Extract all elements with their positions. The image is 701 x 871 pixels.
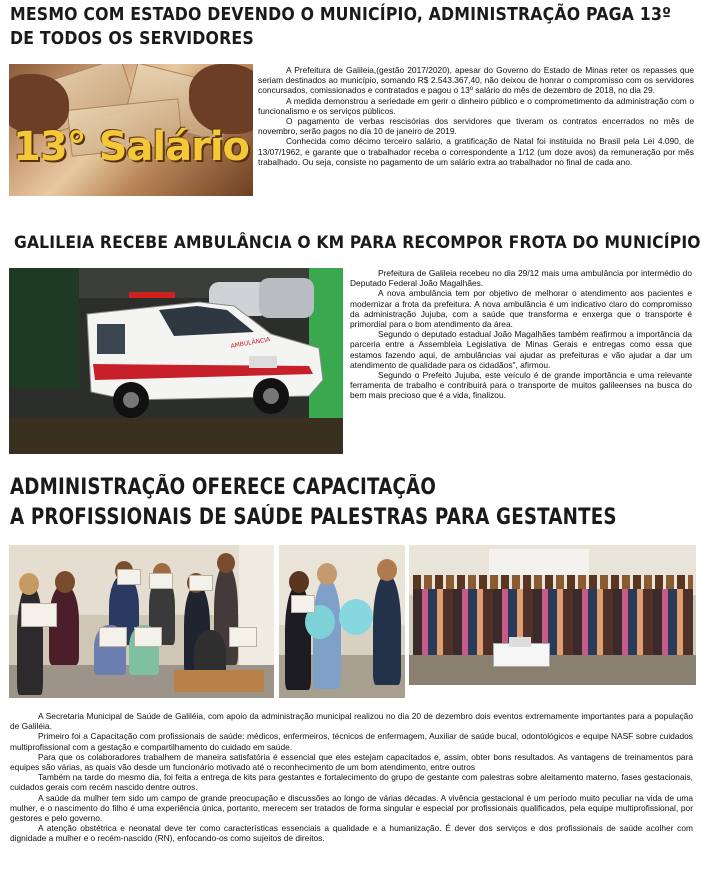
article3-headline-line1: ADMINISTRAÇÃO OFERECE CAPACITAÇÃO xyxy=(10,475,437,500)
article2-paragraph: Prefeitura de Galileia recebeu no dia 29/12 mais uma ambulância por intermédio do Deputado Federal João Magalhães. xyxy=(350,268,692,289)
article3-body xyxy=(10,711,693,844)
ambulance-side-label: AMBULÂNCIA xyxy=(230,336,271,350)
thirteenth-salary-photo xyxy=(9,64,253,196)
article1-body xyxy=(258,65,694,167)
article2-paragraph: Segundo o Prefeito Jujuba, este veículo é de grande importância e uma relevante ferramenta de trabalho e contribuirá para o transporte de muitos galileenses na busca do bem mais precioso que é a vida, finalizou. xyxy=(350,370,692,401)
article2-paragraph: Segundo o deputado estadual João Magalhães também reafirmou a importância da parceria entre a Assembleia Legislativa de Minas Gerais e entregas como essa que estamos fazendo aqui, de ambulâncias vai ajudar as prefeituras e vão ajudar a dar um atendimento de qualidade para os cidadãos", afirmou. xyxy=(350,329,692,370)
thirteenth-salary-caption: 13° Salário xyxy=(13,124,250,170)
article3-paragraph: A Secretaria Municipal de Saúde de Galiléia, com apoio da administração municipal realizou no dia 20 de dezembro dois eventos extremamente importantes para a população de Galiléia. xyxy=(10,711,693,732)
article1-headline-line1: MESMO COM ESTADO DEVENDO O MUNICÍPIO, ADMINISTRAÇÃO PAGA 13º xyxy=(10,5,672,25)
article3-paragraph: A atenção obstétrica e neonatal deve ter como características essenciais a qualidade e a humanização. É dever dos serviços e dos profissionais de saúde acolher com dignidade a mulher e o recém-nascido (RN), enfocando-os como sujeitos de direitos. xyxy=(10,823,693,844)
article3-paragraph: A saúde da mulher tem sido um campo de grande preocupação e discussões ao longo de várias décadas. A vivência gestacional é um período muito peculiar na vida de uma mulher, e o nascimento do filho é uma experiência única, portanto, merecem ser tratados de forma singular e especial por profissionais qualificados, pela equipe multiprofissional, por gestores e pelo governo. xyxy=(10,792,693,824)
article3-paragraph: Primeiro foi a Capacitação com profissionais de saúde: médicos, enfermeiros, técnicos de enfermagem, Auxiliar de saúde bucal, odontológicos e equipe NASF sobre cuidados multiprofissional com a gestação e compartilhamento do cuidado em saúde. xyxy=(10,731,693,752)
article2-body xyxy=(350,268,692,401)
article2-paragraph: A nova ambulância tem por objetivo de melhorar o atendimento aos pacientes e modernizar a frota da prefeitura. A nova ambulância é um indicativo claro do compromisso da administração Jujuba, com a saúde que transforma e enxerga que o transporte é primordial para o bom atendimento da área. xyxy=(350,288,692,330)
ambulance-illustration xyxy=(9,268,343,454)
article3-paragraph: Também na tarde do mesmo dia, foi feita a entrega de kits para gestantes e fortalecimento do grupo de gestante com palestras sobre aleitamento materno, fases gestacionais, cuidados gerais com recém nascido dentre outros. xyxy=(10,772,693,793)
ambulance-photo xyxy=(9,268,343,454)
article1-paragraph: Conhecida como décimo terceiro salário, a gratificação de Natal foi instituída no Brasil pela Lei 4.090, de 13/07/1962, e garante que o trabalhador receba o correspondente a 1/12 (um doze avos) da remuneração por mês trabalhado. Ou seja, consiste no pagamento de um salário extra ao trabalhador no final de cada ano. xyxy=(258,136,694,167)
article1-paragraph: A Prefeitura de Galileia,(gestão 2017/2020), apesar do Governo do Estado de Minas reter os repasses que seriam destinados ao município, somando R$ 2.543.367,40, não deixou de honrar o compromisso com os servidores concursados, comissionados e contratados e pagou o 13º salário do mês de dezembro de 2018, no dia 29. xyxy=(258,65,694,96)
article2-headline: GALILEIA RECEBE AMBULÂNCIA O KM PARA RECOMPOR FROTA DO MUNICÍPIO xyxy=(14,233,701,253)
article3-headline-line2: A PROFISSIONAIS DE SAÚDE PALESTRAS PARA GESTANTES xyxy=(10,505,617,530)
article1-paragraph: O pagamento de verbas rescisórias dos servidores que tiveram os contratos encerrados no mês de novembro, serão pagos no dia 10 de janeiro de 2019. xyxy=(258,116,694,137)
training-group-photo xyxy=(9,545,274,698)
pregnant-lecture-group-photo xyxy=(409,545,696,685)
article3-paragraph: Para que os colaboradores trabalhem de maneira satisfatória é essencial que eles estejam capacitados e, assim, obter bons resultados. As vantagens de treinamentos para equipes são várias, as quais vão desde um funcionário motivado até o reconhecimento de um bom atendimento, entre outros xyxy=(10,751,693,773)
pregnant-kits-photo xyxy=(279,545,405,698)
article1-headline-line2: DE TODOS OS SERVIDORES xyxy=(10,29,254,49)
article1-paragraph: A medida demonstrou a seriedade em gerir o dinheiro público e o comprometimento da administração com o funcionalismo e os serviços públicos. xyxy=(258,95,694,116)
